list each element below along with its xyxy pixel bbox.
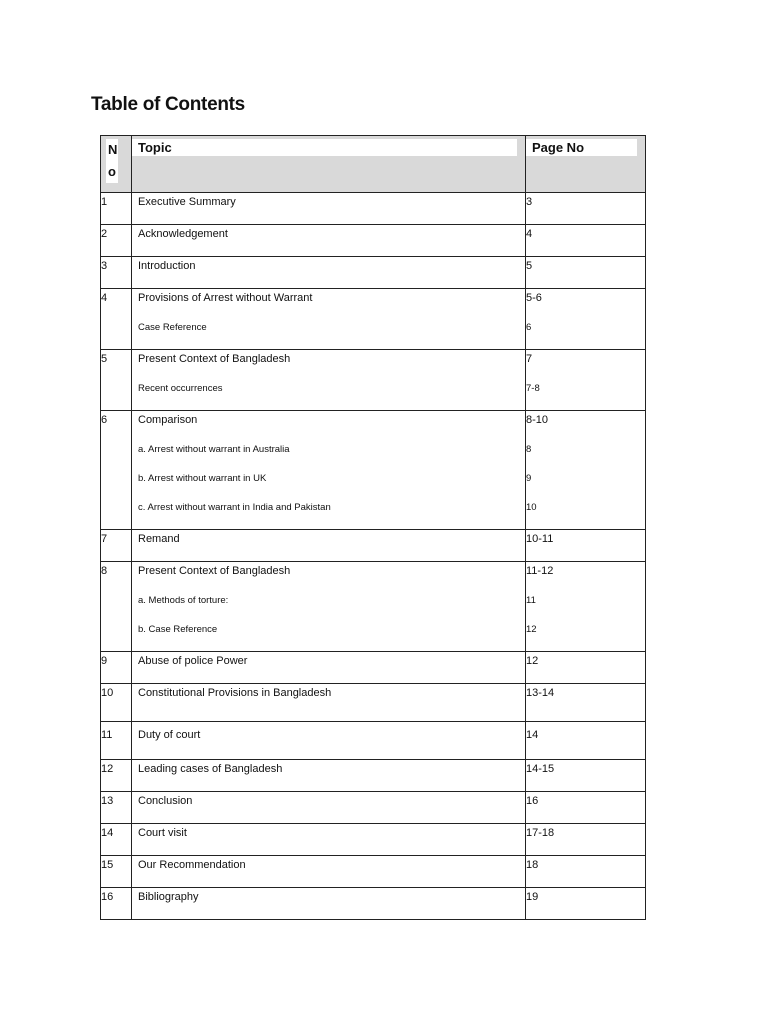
row-topic: Our Recommendation: [132, 856, 526, 888]
row-page: 19: [526, 888, 646, 920]
table-row: [101, 257, 646, 289]
row-page: 14: [526, 722, 646, 760]
sub-topic: a. Methods of torture:: [138, 595, 229, 606]
table-of-contents: [100, 135, 646, 920]
row-topic: Duty of court: [132, 722, 526, 760]
row-topic: Provisions of Arrest without Warrant Case Reference: [132, 289, 526, 350]
row-topic: Abuse of police Power: [132, 652, 526, 684]
row-topic: Constitutional Provisions in Bangladesh: [132, 684, 526, 722]
row-page: 7 7-8: [526, 350, 646, 411]
table-row: [101, 530, 646, 562]
row-topic: Bibliography: [132, 888, 526, 920]
row-topic: Comparison a. Arrest without warrant in Australia b. Arrest without warrant in UK c. Arrest without warrant in India and Pakistan: [132, 411, 526, 530]
row-number: 16: [101, 888, 132, 920]
header-topic-cell: [132, 136, 526, 193]
row-page: 12: [526, 652, 646, 684]
table-row: [101, 792, 646, 824]
row-number: 1: [101, 193, 132, 225]
row-page: 10-11: [526, 530, 646, 562]
sub-page: 8: [526, 444, 532, 455]
row-page: 3: [526, 193, 646, 225]
row-page: 18: [526, 856, 646, 888]
sub-page: 10: [526, 502, 537, 513]
row-topic: Present Context of Bangladesh a. Methods of torture: b. Case Reference: [132, 562, 526, 652]
row-number: 5: [101, 350, 132, 411]
row-number: 12: [101, 760, 132, 792]
table-row: [101, 652, 646, 684]
row-number: 4: [101, 289, 132, 350]
sub-page: 12: [526, 624, 537, 635]
row-number: 7: [101, 530, 132, 562]
row-topic: Introduction: [132, 257, 526, 289]
table-row: [101, 193, 646, 225]
row-page: 5-6 6: [526, 289, 646, 350]
sub-page: 9: [526, 473, 532, 484]
header-topic: Topic: [132, 139, 517, 156]
table-row: [101, 888, 646, 920]
sub-topic: Case Reference: [138, 322, 207, 333]
header-no-cell: [101, 136, 132, 193]
table-row: [101, 824, 646, 856]
sub-topic: b. Case Reference: [138, 624, 218, 635]
sub-topic: c. Arrest without warrant in India and Pakistan: [138, 502, 331, 513]
table-row: [101, 760, 646, 792]
row-topic: Remand: [132, 530, 526, 562]
document-title: Table of Contents: [91, 94, 245, 115]
table-row: [101, 411, 646, 530]
sub-page: 6: [526, 322, 532, 333]
sub-topic: b. Arrest without warrant in UK: [138, 473, 267, 484]
row-page: 4: [526, 225, 646, 257]
table-row: [101, 684, 646, 722]
header-page: Page No: [526, 139, 637, 156]
row-number: 2: [101, 225, 132, 257]
row-topic: Leading cases of Bangladesh: [132, 760, 526, 792]
sub-topic: a. Arrest without warrant in Australia: [138, 444, 290, 455]
row-page: 5: [526, 257, 646, 289]
table-row: [101, 722, 646, 760]
table-row: [101, 289, 646, 350]
header-no: N o: [106, 139, 118, 183]
row-page: 16: [526, 792, 646, 824]
sub-page: 7-8: [526, 383, 540, 394]
row-page: 13-14: [526, 684, 646, 722]
table-row: [101, 350, 646, 411]
header-page-cell: [526, 136, 646, 193]
row-number: 10: [101, 684, 132, 722]
row-number: 3: [101, 257, 132, 289]
table-row: [101, 225, 646, 257]
row-number: 11: [101, 722, 132, 760]
row-number: 8: [101, 562, 132, 652]
table-row: [101, 562, 646, 652]
row-page: 14-15: [526, 760, 646, 792]
row-page: 8-10 8 9 10: [526, 411, 646, 530]
row-number: 14: [101, 824, 132, 856]
row-topic: Acknowledgement: [132, 225, 526, 257]
sub-topic: Recent occurrences: [138, 383, 223, 394]
row-topic: Conclusion: [132, 792, 526, 824]
sub-page: 11: [526, 595, 536, 606]
row-number: 6: [101, 411, 132, 530]
table-row: [101, 856, 646, 888]
row-topic: Present Context of Bangladesh Recent occurrences: [132, 350, 526, 411]
row-number: 9: [101, 652, 132, 684]
row-topic: Executive Summary: [132, 193, 526, 225]
header-row: [101, 136, 646, 193]
row-page: 17-18: [526, 824, 646, 856]
row-page: 11-12 11 12: [526, 562, 646, 652]
row-number: 13: [101, 792, 132, 824]
row-topic: Court visit: [132, 824, 526, 856]
row-number: 15: [101, 856, 132, 888]
